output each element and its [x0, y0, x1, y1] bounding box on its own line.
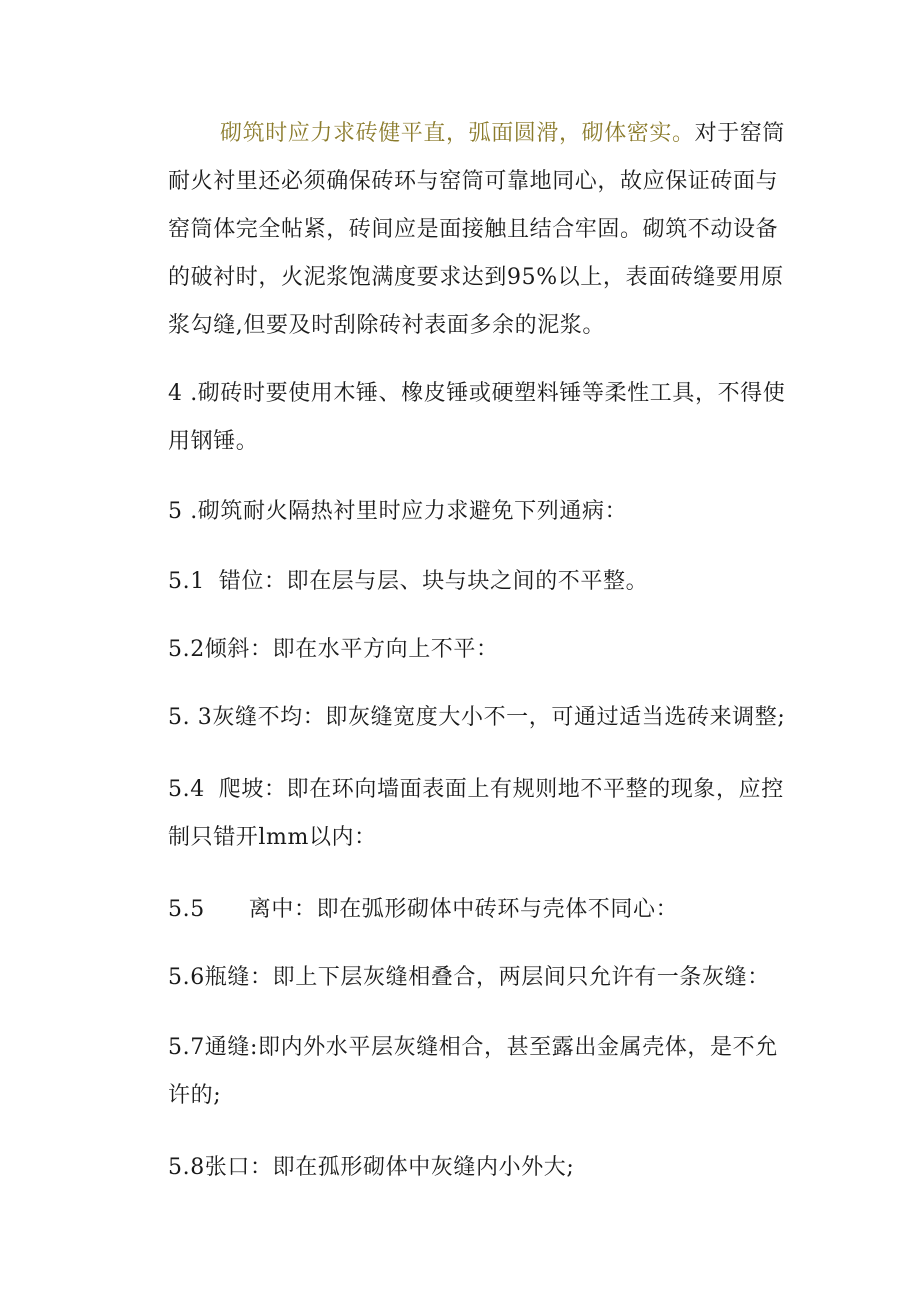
subitem-5-8: 5.8张口：即在孤形砌体中灰缝内小外大;: [168, 1155, 575, 1180]
subitem-5-4: [168, 766, 788, 862]
subitem-number: 5.1: [168, 569, 205, 594]
intro-text: 对于窑筒耐火衬里还必须确保砖环与窑筒可靠地同心，故应保证砖面与窑筒体完全帖紧，砖间应是面接触且结合牢固。砌筑不动设备的破衬时，火泥浆饱满度要求达到95%以上，表面砖缝要用原浆勾缝,但要及时刮除砖衬表面多余的泥浆。: [168, 121, 786, 338]
subitem-5-5: [168, 886, 788, 934]
subitem-text: 爬坡：即在环向墙面表面上有规则地不平整的现象，应控制只错开lmm以内：: [168, 777, 784, 850]
highlighted-sentence: 砌筑时应力求砖健平直，弧面圆滑，砌体密实。: [220, 121, 695, 146]
subitem-5-3: 5. 3灰缝不均：即灰缝宽度大小不一，可通过适当选砖来调整;: [168, 705, 786, 730]
subitem-number: 5.5: [168, 897, 205, 922]
item-5-paragraph: 5 .砌筑耐火隔热衬里时应力求避免下列通病：: [168, 499, 628, 524]
intro-paragraph: [168, 110, 788, 350]
subitem-text: 离中：即在弧形砌体中砖环与壳体不同心：: [248, 897, 679, 922]
subitem-5-1: [168, 558, 788, 606]
subitem-5-7: 5.7通缝:即内外水平层灰缝相合，甚至露出金属壳体，是不允许的;: [168, 1035, 778, 1108]
item-4-paragraph: 4 .砌砖时要使用木锤、橡皮锤或硬塑料锤等柔性工具，不得使用钢锤。: [168, 381, 786, 454]
subitem-number: 5.4: [168, 777, 205, 802]
subitem-text: 错位：即在层与层、块与块之间的不平整。: [218, 569, 649, 594]
subitem-5-6: 5.6瓶缝：即上下层灰缝相叠合，两层间只允许有一条灰缝：: [168, 965, 770, 990]
subitem-5-2: 5.2倾斜：即在水平方向上不平：: [168, 637, 499, 662]
